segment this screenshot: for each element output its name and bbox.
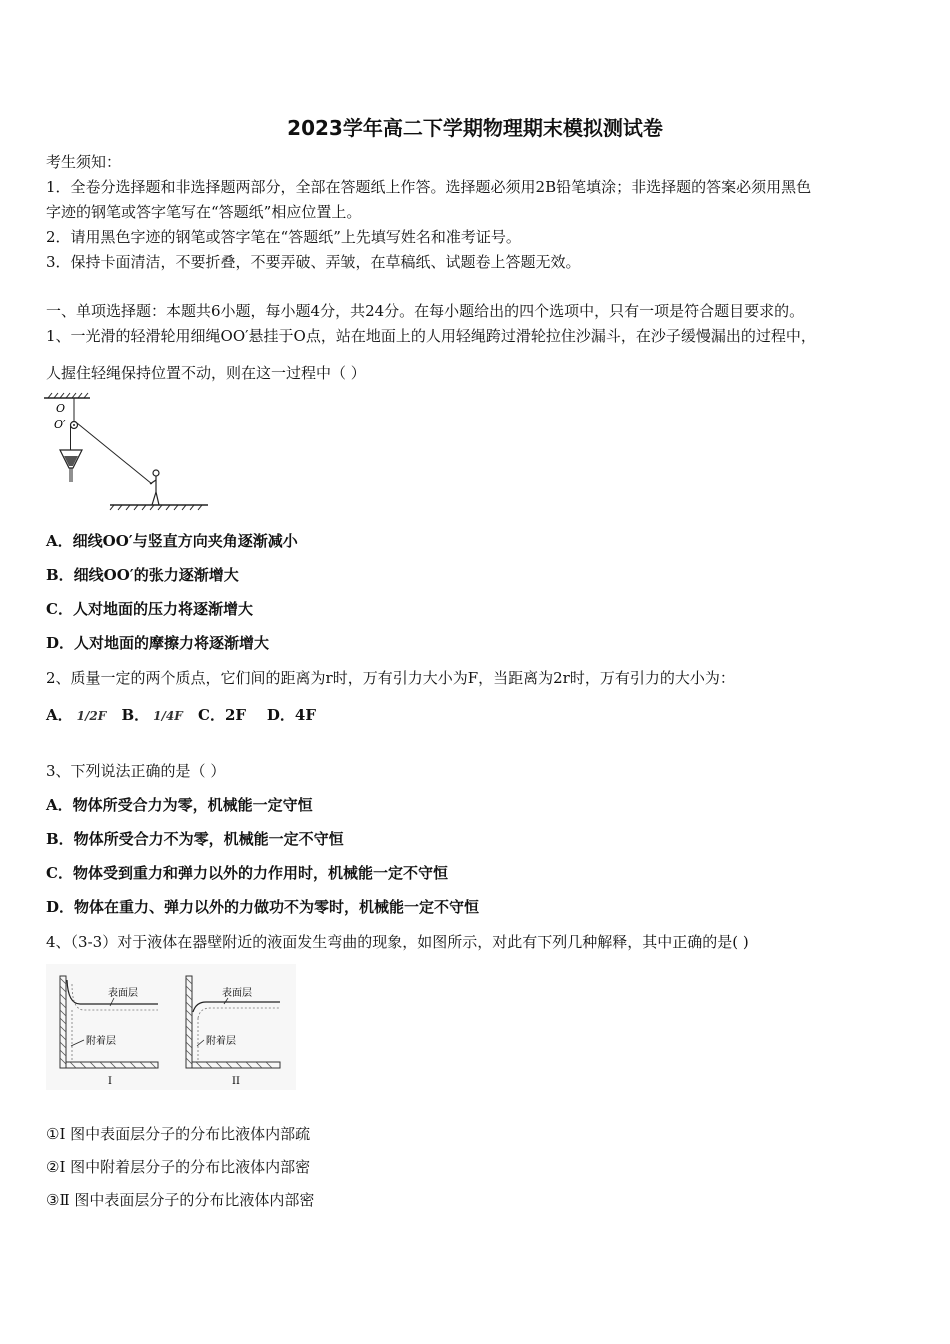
q2-stem: 2、质量一定的两个质点，它们间的距离为r时，万有引力大小为F，当距离为2r时，万有引力的大小为： (46, 669, 735, 687)
q3-option-d: D．物体在重力、弹力以外的力做功不为零时，机械能一定不守恒 (46, 898, 480, 916)
q3-option-a: A．物体所受合力为零，机械能一定守恒 (46, 796, 313, 814)
q1-option-d: D．人对地面的摩擦力将逐渐增大 (46, 634, 270, 652)
page-title: 2023学年高二下学期物理期末模拟测试卷 (287, 116, 663, 140)
q1-option-b: B．细线OO′的张力逐渐增大 (46, 566, 239, 584)
section-heading: 一、单项选择题：本题共6小题，每小题4分，共24分。在每小题给出的四个选项中，只有一项是符合题目要求的。 (46, 302, 805, 320)
q4-statement-1: ①Ⅰ 图中表面层分子的分布比液体内部疏 (46, 1125, 311, 1143)
liquid-surface-figure (46, 964, 296, 1090)
q3-stem: 3、下列说法正确的是（ ） (46, 762, 226, 780)
q4-stem: 4、（3-3）对于液体在器壁附近的液面发生弯曲的现象，如图所示，对此有下列几种解释，其中正确的是( ) (46, 933, 749, 951)
q2-options (46, 705, 316, 726)
notice-item: 2．请用黑色字迹的钢笔或答字笔在“答题纸”上先填写姓名和准考证号。 (46, 228, 521, 246)
notice-heading: 考生须知： (46, 153, 122, 171)
q1-option-a: A．细线OO′与竖直方向夹角逐渐减小 (46, 532, 298, 550)
q1-stem-line1: 1、一光滑的轻滑轮用细绳OO′悬挂于O点，站在地面上的人用轻绳跨过滑轮拉住沙漏斗，在沙子缓慢漏出的过程中， (46, 327, 816, 345)
q3-option-b: B．物体所受合力不为零，机械能一定不守恒 (46, 830, 344, 848)
notice-item: 1．全卷分选择题和非选择题两部分，全部在答题纸上作答。选择题必须用2B铅笔填涂；非选择题的答案必须用黑色 (46, 178, 812, 196)
q2-option-b-value: 1/4F (153, 709, 183, 723)
attach-layer-label: 附着层 (86, 1036, 116, 1047)
person (150, 470, 159, 505)
q2-option-b-label: B． (121, 706, 150, 724)
q4-statement-3: ③Ⅱ 图中表面层分子的分布比液体内部密 (46, 1191, 315, 1209)
label-o-prime: O′ (54, 418, 66, 431)
q2-option-cd: C．2F D．4F (198, 706, 317, 724)
surface-layer-label: 表面层 (108, 988, 138, 999)
figure-ii-label: II (232, 1076, 240, 1087)
q2-option-a-value: 1/2F (76, 709, 107, 723)
label-o: O (56, 402, 66, 415)
q3-option-c: C．物体受到重力和弹力以外的力作用时，机械能一定不守恒 (46, 864, 448, 882)
q4-statement-2: ②Ⅰ 图中附着层分子的分布比液体内部密 (46, 1158, 311, 1176)
attach-layer-label-ii: 附着层 (206, 1036, 236, 1047)
notice-item: 3．保持卡面清洁，不要折叠，不要弄破、弄皱，在草稿纸、试题卷上答题无效。 (46, 253, 581, 271)
q2-option-a-label: A． (46, 706, 73, 724)
surface-layer-label-ii: 表面层 (222, 988, 252, 999)
pulley-figure (42, 392, 212, 512)
q1-option-c: C．人对地面的压力将逐渐增大 (46, 600, 253, 618)
q1-stem-line2: 人握住轻绳保持位置不动，则在这一过程中（ ） (46, 364, 366, 382)
notice-item: 字迹的钢笔或答字笔写在“答题纸”相应位置上。 (46, 203, 362, 221)
figure-i-label: I (108, 1076, 112, 1087)
